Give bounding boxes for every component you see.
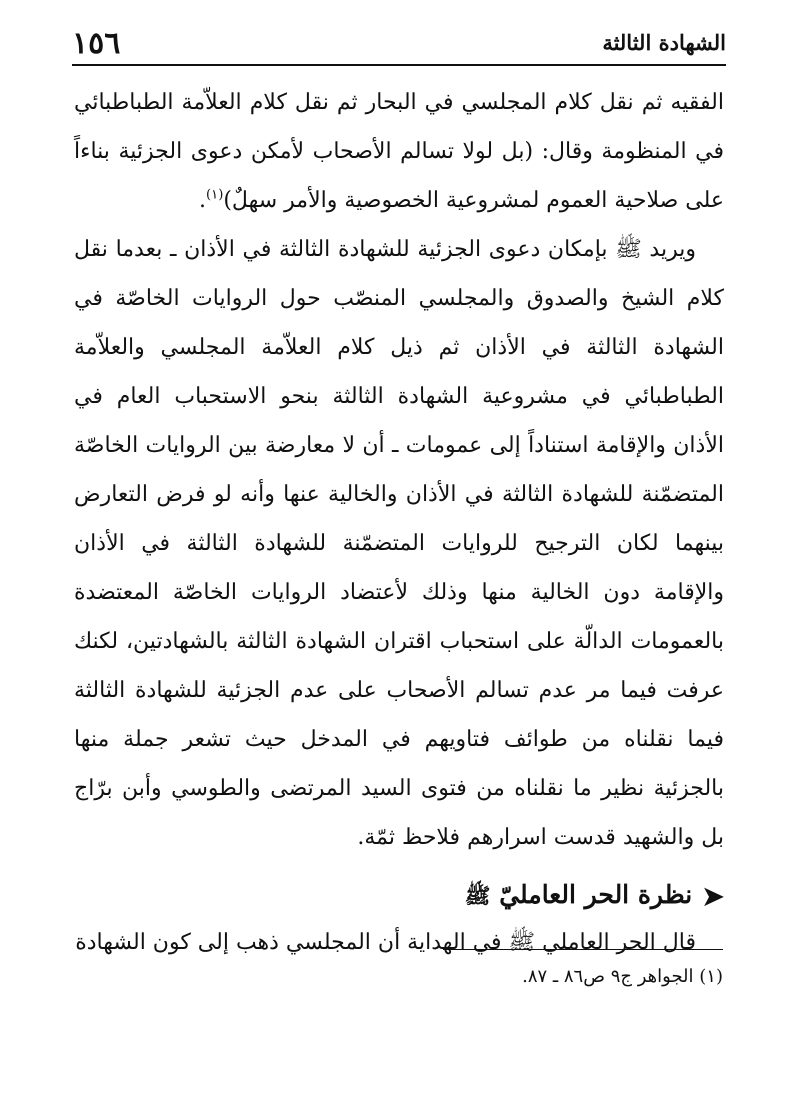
running-title: الشهادة الثالثة — [602, 30, 726, 55]
paragraph-2: ويريد ﷺ بإمكان دعوى الجزئية للشهادة الثالثة في الأذان ـ بعدما نقل كلام الشيخ والصدوق والمجلسي المنصّب حول الروايات الخاصّة في الشهادة الثالثة في الأذان ثم ذيل كلام العلاّمة المجلسي والعلاّمة الطباطبائي في مشروعية الشهادة الثالثة بنحو الاستحباب العام في الأذان والإقامة استناداً إلى عمومات ـ أن لا معارضة بين الروايات الخاصّة المتضمّنة للشهادة الثالثة في الأذان والخالية عنها وأنه لو فرض التعارض بينهما لكان الترجيح للروايات المتضمّنة للشهادة الثالثة في الأذان والإقامة دون الخالية منها وذلك لأعتضاد الروايات الخاصّة المعتضدة بالعمومات الدالّة على استحباب اقتران الشهادة الثالثة بالشهادتين، لكنك عرفت فيما مر عدم تسالم الأصحاب على عدم الجزئية للشهادة الثالثة فيما نقلناه من طوائف فتاويهم في المدخل حيث تشعر جملة منها بالجزئية نظير ما نقلناه من فتوى السيد المرتضى والطوسي وأبن برّاج بل والشهيد قدست اسرارهم فلاحظ ثمّة. — [74, 237, 725, 850]
paragraph-1-end: . — [198, 188, 206, 213]
page-header — [72, 28, 726, 68]
paragraph-3: قال الحر العاملي ﷺ في الهداية أن المجلسي ذهب إلى كون الشهادة — [75, 930, 696, 955]
section-heading-text: نظرة الحر العامليّ — [499, 880, 693, 909]
arrowhead-icon: ➤ — [702, 882, 724, 912]
paragraph-1-text: الفقيه ثم نقل كلام المجلسي في البحار ثم نقل كلام العلاّمة الطباطبائي في المنظومة وقال: (بل لولا تسالم الأصحاب لأمكن دعوى الجزئية بناءاً على صلاحية العموم لمشروعية الخصوصية والأمر سهلٌ) — [74, 90, 724, 213]
footnote: (١) الجواهر ج٩ ص٨٦ ـ ٨٧. — [522, 966, 723, 987]
section-heading — [74, 872, 724, 918]
paragraph-1 — [74, 78, 724, 225]
main-text — [74, 78, 724, 967]
footnote-divider — [443, 949, 723, 950]
header-divider — [72, 64, 726, 66]
footnote-reference[interactable]: (١) — [205, 187, 224, 203]
honorific-glyph: ﷺ — [464, 884, 491, 909]
page-number: ١٥٦ — [72, 26, 121, 61]
